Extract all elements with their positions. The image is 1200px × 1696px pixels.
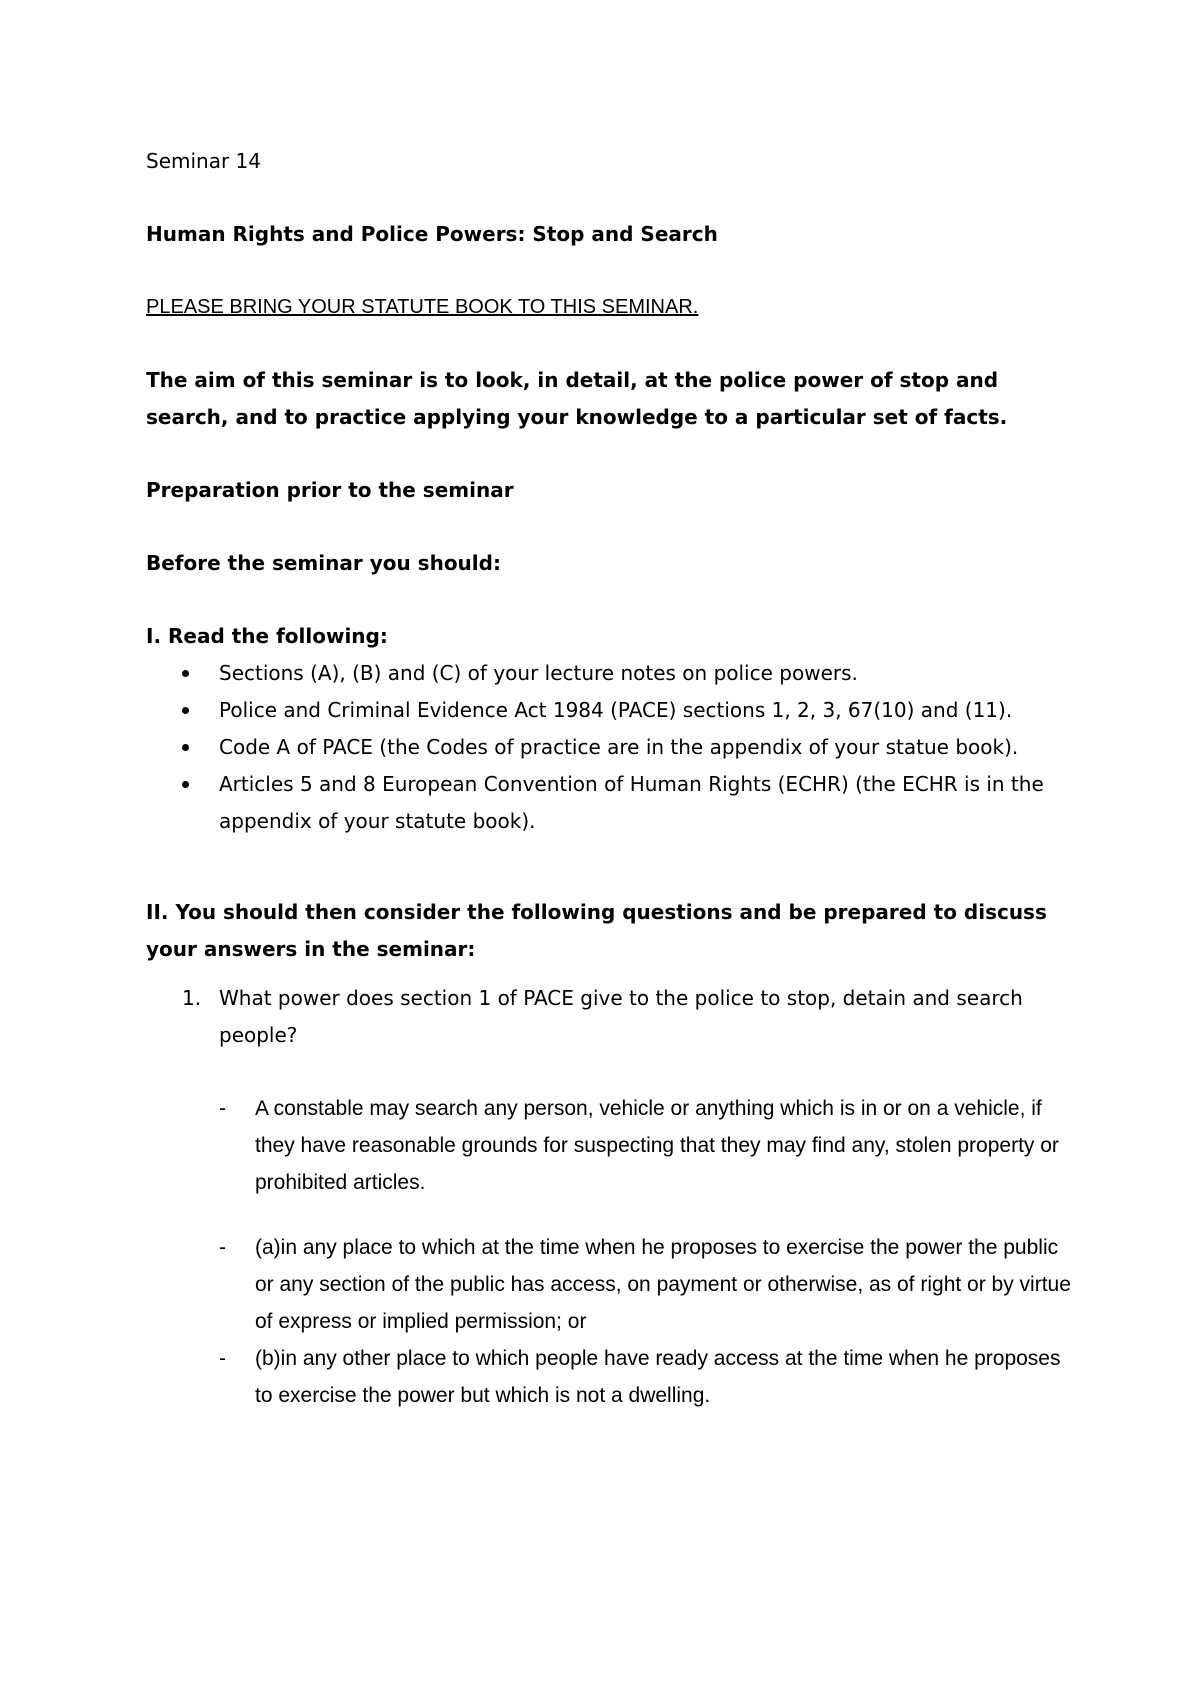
dash-marker: - [219, 1236, 226, 1259]
dash-marker: - [219, 1097, 226, 1120]
list-item-text: Sections (A), (B) and (C) of your lecture notes on police powers. [219, 661, 858, 685]
question-number: 1. [182, 986, 202, 1010]
answer-text: (b)in any other place to which people have ready access at the time when he proposes to exercise the power but which is not a dwelling. [255, 1347, 1061, 1407]
answer-item [146, 1090, 1076, 1201]
questions-list [146, 980, 1076, 1054]
question-text: What power does section 1 of PACE give to the police to stop, detain and search people? [219, 986, 1023, 1047]
question-item [146, 980, 1076, 1054]
list-item-text: Police and Criminal Evidence Act 1984 (PACE) sections 1, 2, 3, 67(10) and (11). [219, 698, 1013, 722]
before-heading: Before the seminar you should: [146, 551, 501, 575]
answer-item [146, 1340, 1076, 1414]
seminar-label: Seminar 14 [146, 149, 261, 173]
prep-heading: Preparation prior to the seminar [146, 478, 514, 502]
list-item [146, 729, 1076, 766]
aim-paragraph: The aim of this seminar is to look, in detail, at the police power of stop and search, and to practice applying your knowledge to a particular set of facts. [146, 368, 1008, 429]
bullet-icon [182, 781, 189, 788]
document-title: Human Rights and Police Powers: Stop and Search [146, 222, 718, 246]
notice-text: PLEASE BRING YOUR STATUTE BOOK TO THIS SEMINAR. [146, 296, 699, 318]
answer-text: (a)in any place to which at the time when he proposes to exercise the power the public or any section of the public has access, on payment or otherwise, as of right or by virtue of express or implied permission; or [255, 1236, 1071, 1333]
bullet-icon [182, 744, 189, 751]
answer-item [146, 1229, 1076, 1340]
answer-list [146, 1229, 1076, 1414]
dash-marker: - [219, 1347, 226, 1370]
list-item [146, 766, 1076, 840]
questions-heading: II. You should then consider the following questions and be prepared to discuss your answers in the seminar: [146, 900, 1047, 961]
list-item-text: Code A of PACE (the Codes of practice are in the appendix of your statue book). [219, 735, 1019, 759]
list-item [146, 655, 1076, 692]
bullet-icon [182, 707, 189, 714]
list-item-text: Articles 5 and 8 European Convention of Human Rights (ECHR) (the ECHR is in the appendix of your statute book). [219, 772, 1044, 833]
answer-list [146, 1090, 1076, 1201]
list-item [146, 692, 1076, 729]
reading-heading: I. Read the following: [146, 624, 388, 648]
reading-list [146, 655, 1076, 840]
bullet-icon [182, 670, 189, 677]
answer-text: A constable may search any person, vehicle or anything which is in or on a vehicle, if they have reasonable grounds for suspecting that they may find any, stolen property or prohibited articles. [255, 1097, 1059, 1194]
document-page [146, 143, 1076, 1414]
